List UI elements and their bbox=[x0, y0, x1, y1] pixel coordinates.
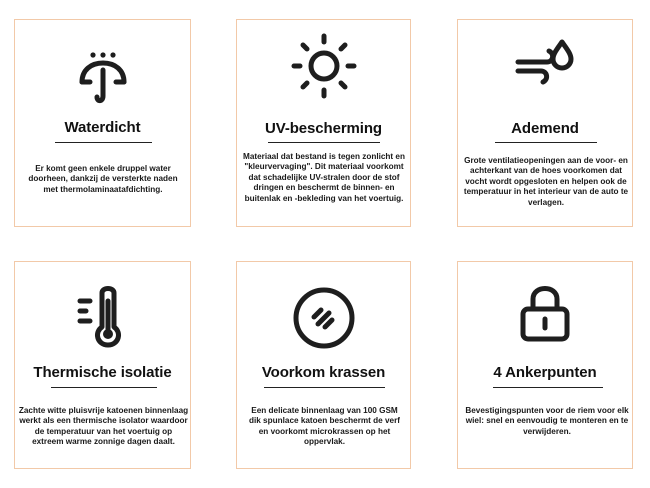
wind-drop-icon bbox=[458, 36, 632, 92]
umbrella-icon bbox=[15, 50, 190, 110]
feature-card-scratch-protection bbox=[236, 261, 411, 469]
feature-title: Thermische isolatie bbox=[33, 364, 172, 381]
title-underline bbox=[264, 387, 385, 388]
scratch-protection-icon bbox=[237, 286, 410, 350]
feature-title: 4 Ankerpunten bbox=[493, 364, 597, 381]
feature-description: Zachte witte pluisvrije katoenen binnenlaag werkt als een thermische isolator waardoor de temperatuur van het voertuig op extreem warme zonnige dagen daalt. bbox=[18, 406, 189, 447]
sun-icon bbox=[237, 30, 410, 102]
feature-description: Een delicate binnenlaag van 100 GSM dik spunlace katoen beschermt de verf en voorkomt microkrassen op het oppervlak. bbox=[248, 406, 401, 447]
feature-card-anchor-points bbox=[457, 261, 633, 469]
title-underline bbox=[51, 387, 157, 388]
feature-card-thermal-insulation bbox=[14, 261, 191, 469]
feature-title: Ademend bbox=[511, 120, 579, 137]
padlock-icon bbox=[458, 281, 632, 345]
title-underline bbox=[495, 142, 597, 143]
feature-card-breathable bbox=[457, 19, 633, 227]
feature-title: Waterdicht bbox=[64, 119, 141, 136]
thermometer-icon bbox=[15, 283, 190, 349]
title-underline bbox=[493, 387, 603, 388]
feature-description: Grote ventilatieopeningen aan de voor- en achterkant van de hoes voorkomen dat vocht wordt opgesloten en helpen ook de temperatuur in het interieur van de auto te verlagen. bbox=[463, 156, 629, 207]
feature-card-uv-protection bbox=[236, 19, 411, 227]
title-underline bbox=[55, 142, 152, 143]
feature-title: UV-bescherming bbox=[265, 120, 382, 137]
title-underline bbox=[268, 142, 380, 143]
feature-card-waterproof bbox=[14, 19, 191, 227]
feature-title: Voorkom krassen bbox=[261, 364, 386, 381]
feature-description: Er komt geen enkele druppel water doorheen, dankzij de versterkte naden met thermolaminaatafdichting. bbox=[28, 164, 178, 194]
feature-description: Bevestigingspunten voor de riem voor elk wiel: snel en eenvoudig te monteren en te verwijderen. bbox=[465, 406, 629, 436]
feature-description: Materiaal dat bestand is tegen zonlicht en "kleurvervaging". Dit materiaal voorkomt dat schadelijke UV-stralen door de stof dringen en beschermt de binnen- en buitenlak en -bekleding van het voertuig. bbox=[243, 152, 405, 203]
